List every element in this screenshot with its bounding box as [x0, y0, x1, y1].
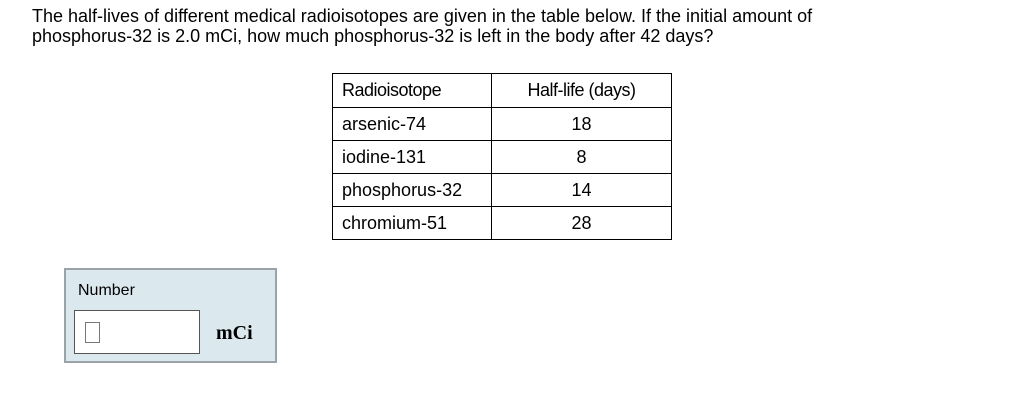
answer-label: Number [78, 282, 135, 299]
column-header-half-life: Half-life (days) [492, 74, 672, 108]
half-life-cell: 14 [492, 174, 672, 207]
question-line-2: phosphorus-32 is 2.0 mCi, how much phosphorus-32 is left in the body after 42 days? [32, 26, 714, 46]
table-header-row [333, 74, 672, 108]
question-line-1: The half-lives of different medical radioisotopes are given in the table below. If the initial amount of [32, 6, 813, 26]
isotope-cell: phosphorus-32 [333, 174, 492, 207]
column-header-radioisotope: Radioisotope [333, 74, 492, 108]
text-cursor-icon [85, 322, 100, 343]
table-row [333, 174, 672, 207]
table-row [333, 108, 672, 141]
question-text [32, 6, 992, 46]
isotope-cell: chromium-51 [333, 207, 492, 240]
table-row [333, 207, 672, 240]
half-life-cell: 18 [492, 108, 672, 141]
answer-panel [64, 268, 277, 363]
isotope-cell: arsenic-74 [333, 108, 492, 141]
half-life-table [332, 73, 672, 240]
isotope-cell: iodine-131 [333, 141, 492, 174]
half-life-cell: 28 [492, 207, 672, 240]
half-life-cell: 8 [492, 141, 672, 174]
table-row [333, 141, 672, 174]
unit-label: mCi [216, 322, 253, 344]
number-input[interactable] [74, 310, 200, 354]
